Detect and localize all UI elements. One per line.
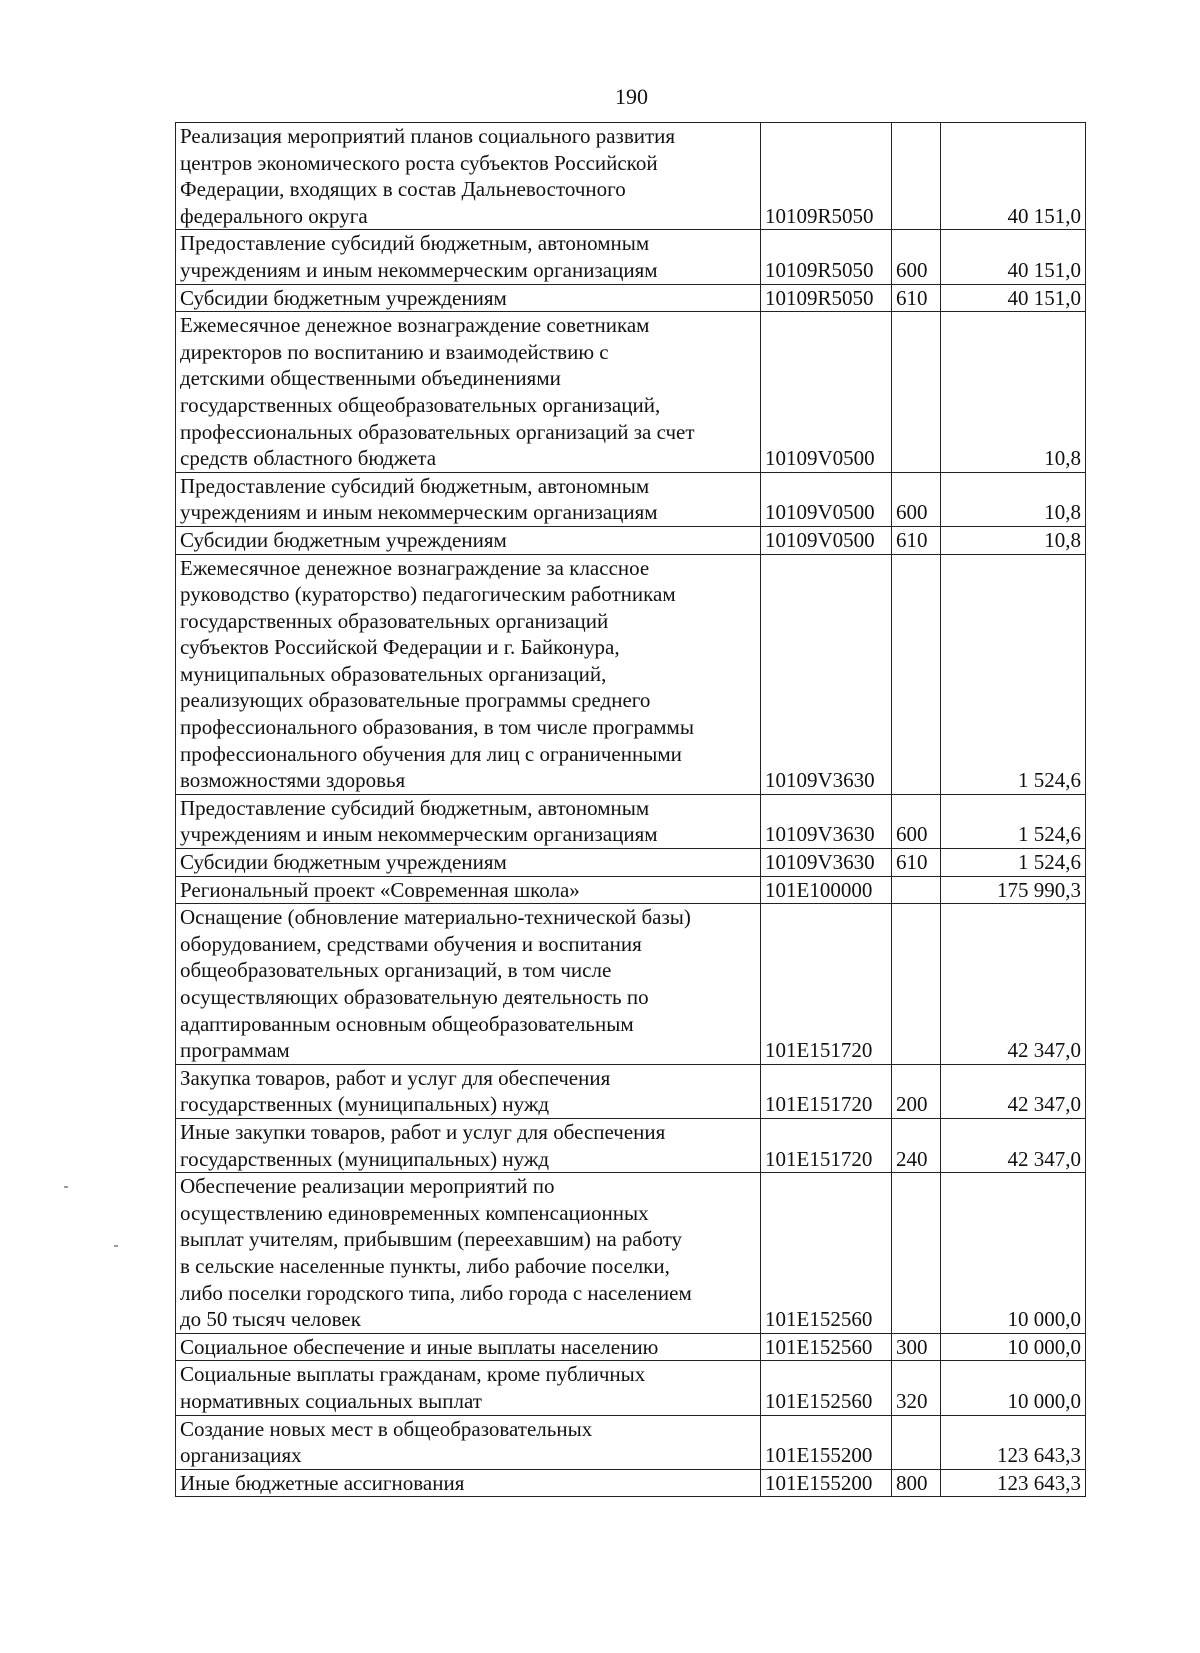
table-row <box>176 312 1086 473</box>
target-code-cell: 10109R5050 <box>761 284 892 312</box>
target-code-cell: 101E155200 <box>761 1469 892 1497</box>
item-name-cell: Субсидии бюджетным учреждениям <box>176 526 761 554</box>
expense-type-cell: 200 <box>892 1064 941 1118</box>
expense-type-cell: 600 <box>892 472 941 526</box>
table-row <box>176 123 1086 230</box>
table-row <box>176 1064 1086 1118</box>
item-name-cell: Социальное обеспечение и иные выплаты населению <box>176 1333 761 1361</box>
amount-cell: 10,8 <box>941 526 1086 554</box>
amount-cell: 42 347,0 <box>941 1064 1086 1118</box>
scan-speck <box>114 1245 118 1247</box>
target-code-cell: 10109V3630 <box>761 849 892 877</box>
amount-cell: 42 347,0 <box>941 1118 1086 1172</box>
expense-type-cell: 600 <box>892 230 941 284</box>
expense-type-cell: 240 <box>892 1118 941 1172</box>
item-name-cell: Обеспечение реализации мероприятий по осуществлению единовременных компенсационных выплат учителям, прибывшим (переехавшим) на работу в сельские населенные пункты, либо рабочие поселки, либо поселки городского типа, либо города с населением до 50 тысяч человек <box>176 1173 761 1334</box>
expense-type-cell: 610 <box>892 526 941 554</box>
expense-type-cell: 610 <box>892 849 941 877</box>
amount-cell: 123 643,3 <box>941 1469 1086 1497</box>
budget-table-body <box>176 123 1086 1497</box>
target-code-cell: 10109V3630 <box>761 554 892 794</box>
amount-cell: 123 643,3 <box>941 1415 1086 1469</box>
amount-cell: 10,8 <box>941 472 1086 526</box>
item-name-cell: Предоставление субсидий бюджетным, автономным учреждениям и иным некоммерческим организациям <box>176 230 761 284</box>
item-name-cell: Предоставление субсидий бюджетным, автономным учреждениям и иным некоммерческим организациям <box>176 794 761 848</box>
table-row <box>176 472 1086 526</box>
target-code-cell: 10109V0500 <box>761 472 892 526</box>
target-code-cell: 101E100000 <box>761 876 892 904</box>
amount-cell: 40 151,0 <box>941 123 1086 230</box>
table-row <box>176 1415 1086 1469</box>
table-row <box>176 1361 1086 1415</box>
expense-type-cell <box>892 876 941 904</box>
amount-cell: 42 347,0 <box>941 904 1086 1065</box>
amount-cell: 10,8 <box>941 312 1086 473</box>
target-code-cell: 101E151720 <box>761 1064 892 1118</box>
amount-cell: 175 990,3 <box>941 876 1086 904</box>
amount-cell: 1 524,6 <box>941 794 1086 848</box>
item-name-cell: Иные закупки товаров, работ и услуг для обеспечения государственных (муниципальных) нужд <box>176 1118 761 1172</box>
expense-type-cell: 600 <box>892 794 941 848</box>
target-code-cell: 101E151720 <box>761 1118 892 1172</box>
expense-type-cell <box>892 123 941 230</box>
item-name-cell: Ежемесячное денежное вознаграждение советникам директоров по воспитанию и взаимодействию с детскими общественными объединениями государственных общеобразовательных организаций, профессиональных образовательных организаций за счет средств областного бюджета <box>176 312 761 473</box>
item-name-cell: Создание новых мест в общеобразовательных организациях <box>176 1415 761 1469</box>
item-name-cell: Субсидии бюджетным учреждениям <box>176 849 761 877</box>
item-name-cell: Предоставление субсидий бюджетным, автономным учреждениям и иным некоммерческим организациям <box>176 472 761 526</box>
amount-cell: 10 000,0 <box>941 1173 1086 1334</box>
amount-cell: 40 151,0 <box>941 230 1086 284</box>
amount-cell: 10 000,0 <box>941 1361 1086 1415</box>
table-row <box>176 1118 1086 1172</box>
target-code-cell: 10109R5050 <box>761 123 892 230</box>
item-name-cell: Реализация мероприятий планов социального развития центров экономического роста субъектов Российской Федерации, входящих в состав Дальневосточного федерального округа <box>176 123 761 230</box>
expense-type-cell <box>892 554 941 794</box>
target-code-cell: 10109R5050 <box>761 230 892 284</box>
table-row <box>176 230 1086 284</box>
expense-type-cell <box>892 904 941 1065</box>
target-code-cell: 10109V0500 <box>761 312 892 473</box>
expense-type-cell: 300 <box>892 1333 941 1361</box>
item-name-cell: Социальные выплаты гражданам, кроме публичных нормативных социальных выплат <box>176 1361 761 1415</box>
expense-type-cell: 320 <box>892 1361 941 1415</box>
amount-cell: 40 151,0 <box>941 284 1086 312</box>
target-code-cell: 101E152560 <box>761 1333 892 1361</box>
amount-cell: 1 524,6 <box>941 554 1086 794</box>
item-name-cell: Региональный проект «Современная школа» <box>176 876 761 904</box>
table-row <box>176 876 1086 904</box>
target-code-cell: 10109V0500 <box>761 526 892 554</box>
amount-cell: 1 524,6 <box>941 849 1086 877</box>
expense-type-cell: 610 <box>892 284 941 312</box>
budget-table <box>175 122 1086 1497</box>
table-row <box>176 849 1086 877</box>
table-row <box>176 1469 1086 1497</box>
item-name-cell: Оснащение (обновление материально-технической базы) оборудованием, средствами обучения и воспитания общеобразовательных организаций, в том числе осуществляющих образовательную деятельность по адаптированным основным общеобразовательным программам <box>176 904 761 1065</box>
item-name-cell: Ежемесячное денежное вознаграждение за классное руководство (кураторство) педагогическим работникам государственных образовательных организаций субъектов Российской Федерации и г. Байконура, муниципальных образовательных организаций, реализующих образовательные программы среднего профессионального образования, в том числе программы профессионального обучения для лиц с ограниченными возможностями здоровья <box>176 554 761 794</box>
expense-type-cell <box>892 1173 941 1334</box>
amount-cell: 10 000,0 <box>941 1333 1086 1361</box>
target-code-cell: 101E151720 <box>761 904 892 1065</box>
table-row <box>176 284 1086 312</box>
item-name-cell: Закупка товаров, работ и услуг для обеспечения государственных (муниципальных) нужд <box>176 1064 761 1118</box>
table-row <box>176 554 1086 794</box>
target-code-cell: 101E155200 <box>761 1415 892 1469</box>
table-row <box>176 904 1086 1065</box>
item-name-cell: Субсидии бюджетным учреждениям <box>176 284 761 312</box>
table-row <box>176 794 1086 848</box>
page-number: 190 <box>615 84 648 109</box>
target-code-cell: 101E152560 <box>761 1173 892 1334</box>
expense-type-cell <box>892 312 941 473</box>
table-row <box>176 526 1086 554</box>
expense-type-cell: 800 <box>892 1469 941 1497</box>
expense-type-cell <box>892 1415 941 1469</box>
table-row <box>176 1173 1086 1334</box>
item-name-cell: Иные бюджетные ассигнования <box>176 1469 761 1497</box>
target-code-cell: 101E152560 <box>761 1361 892 1415</box>
scan-speck <box>64 1186 68 1188</box>
table-row <box>176 1333 1086 1361</box>
target-code-cell: 10109V3630 <box>761 794 892 848</box>
